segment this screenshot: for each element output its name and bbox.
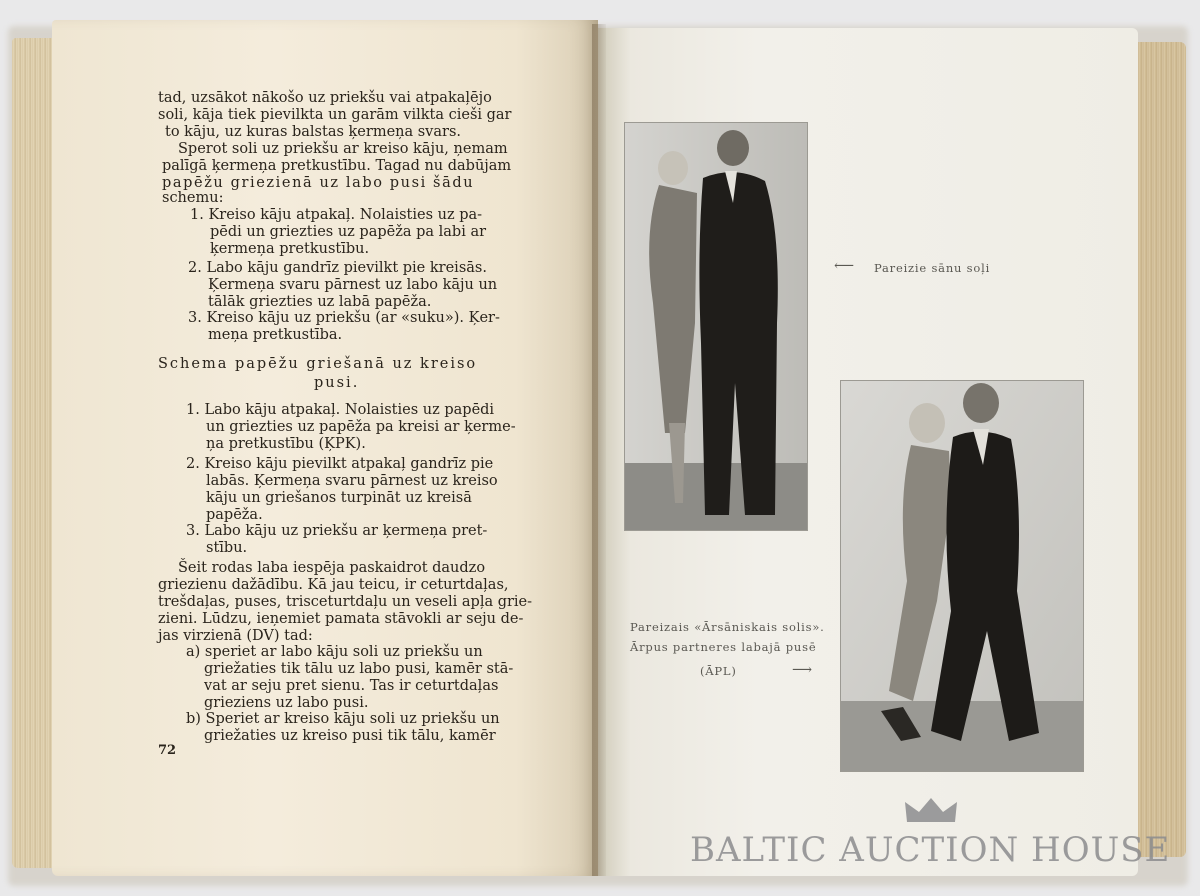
body-line: to kāju, uz kuras balstas ķermeņa svars.: [165, 124, 461, 140]
crown-icon: [903, 796, 959, 826]
list-item-line: ķermeņa pretkustību.: [210, 241, 370, 257]
body-line: soli, kāja tiek pievilkta un garām vilkta cieši gar: [158, 107, 512, 123]
watermark-text: BALTIC AUCTION HOUSE: [690, 830, 1171, 870]
list-item-line: b) Speriet ar kreiso kāju soli uz priekšu un: [186, 711, 500, 727]
page-number: 72: [158, 743, 177, 758]
caption-line: Ārpus partneres labajā pusē: [630, 640, 817, 654]
list-item-line: griežaties uz kreiso pusi tik tālu, kamēr: [204, 728, 496, 744]
section-heading: pusi.: [314, 375, 360, 391]
list-item-line: papēža.: [206, 507, 263, 523]
page-block-left-edge: [12, 38, 56, 868]
arrow-left-icon: ⟵: [834, 258, 855, 274]
caption-line: Pareizais «Ārsāniskais solis».: [630, 620, 825, 634]
list-item-line: 3. Labo kāju uz priekšu ar ķermeņa pret-: [186, 523, 488, 539]
photo-dance-couple-outside-partner: [840, 380, 1084, 772]
body-line: trešdaļas, puses, trisceturtdaļu un veseli apļa grie-: [158, 594, 533, 610]
list-item-line: tālāk griezties uz labā papēža.: [208, 294, 432, 310]
list-item-line: ņa pretkustību (ĶPK).: [206, 436, 366, 452]
list-item-line: 3. Kreiso kāju uz priekšu (ar «suku»). Ķer-: [188, 310, 500, 326]
section-heading: Schema papēžu griešanā uz kreiso: [158, 356, 478, 372]
arrow-right-icon: ⟶: [792, 662, 813, 678]
body-line: schemu:: [162, 190, 224, 206]
list-item-line: a) speriet ar labo kāju soli uz priekšu un: [186, 644, 483, 660]
list-item-line: vat ar seju pret sienu. Tas ir ceturtdaļas: [204, 678, 499, 694]
caption-line: (ĀPL): [700, 664, 737, 678]
list-item-line: 1. Labo kāju atpakaļ. Nolaisties uz papēdi: [186, 402, 495, 418]
list-item-line: meņa pretkustība.: [208, 327, 343, 343]
body-line: jas virzienā (DV) tad:: [158, 628, 313, 644]
list-item-line: pēdi un griezties uz papēža pa labi ar: [210, 224, 487, 240]
body-line: papēžu griezienā uz labo pusi šādu: [162, 175, 475, 191]
book-gutter: [592, 24, 606, 876]
list-item-line: 1. Kreiso kāju atpakaļ. Nolaisties uz pa-: [190, 207, 483, 223]
list-item-line: labās. Ķermeņa svaru pārnest uz kreiso: [206, 473, 498, 489]
body-line: zieni. Lūdzu, ieņemiet pamata stāvokli ar seju de-: [158, 611, 524, 627]
list-item-line: un griezties uz papēža pa kreisi ar ķerme-: [206, 419, 516, 435]
list-item-line: 2. Kreiso kāju pievilkt atpakaļ gandrīz pie: [186, 456, 494, 472]
list-item-line: stību.: [206, 540, 248, 556]
body-line: palīgā ķermeņa pretkustību. Tagad nu dabūjam: [162, 158, 512, 174]
list-item-line: grieziens uz labo pusi.: [204, 695, 369, 711]
caption-side-steps: Pareizie sānu soļi: [874, 261, 991, 275]
list-item-line: Ķermeņa svaru pārnest uz labo kāju un: [208, 277, 498, 293]
page-block-right-edge: [1138, 42, 1186, 857]
body-line: griezienu dažādību. Kā jau teicu, ir ceturtdaļas,: [158, 577, 509, 593]
list-item-line: 2. Labo kāju gandrīz pievilkt pie kreisās.: [188, 260, 487, 276]
body-line: Sperot soli uz priekšu ar kreiso kāju, ņemam: [178, 141, 508, 157]
list-item-line: griežaties tik tālu uz labo pusi, kamēr stā-: [204, 661, 514, 677]
body-line: Šeit rodas laba iespēja paskaidrot daudzo: [178, 560, 486, 576]
body-line: tad, uzsākot nākošo uz priekšu vai atpakaļējo: [158, 90, 492, 106]
list-item-line: kāju un griešanos turpināt uz kreisā: [206, 490, 472, 506]
photo-dance-couple-side-steps: [624, 122, 808, 531]
